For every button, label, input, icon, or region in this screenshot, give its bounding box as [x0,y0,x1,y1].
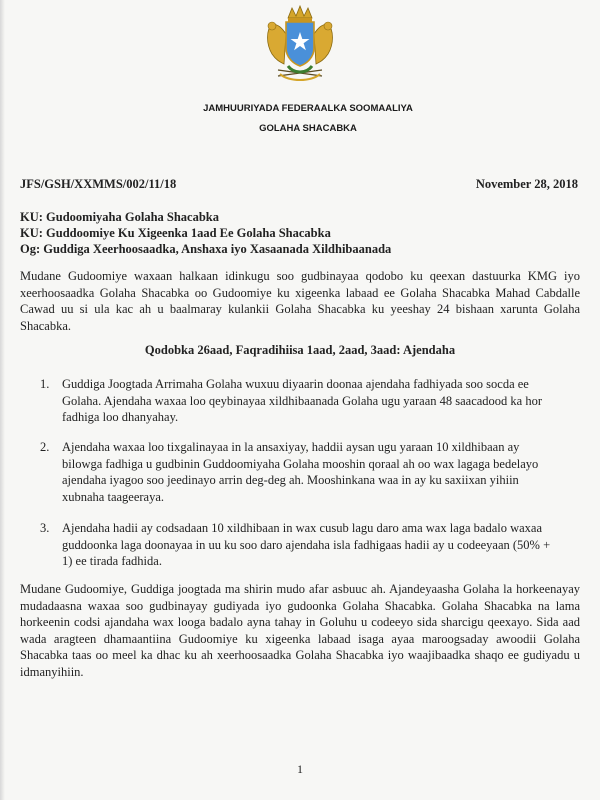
list-item-text: Guddiga Joogtada Arrimaha Golaha wuxuu diyaarin doonaa ajendaha fadhiyada soo socda ee Golaha. Ajendaha waxaa loo qeybinayaa xildhibaanada Golaha ugu yaraan 48 saacadood ka hor fadhiga loo dhanyahay. [62,377,543,424]
recipient-line: Og: Guddiga Xeerhoosaadka, Anshaxa iyo Xasaanada Xildhibaanada [20,242,392,256]
coat-of-arms-emblem [258,4,342,86]
list-item-text: Ajendaha hadii ay codsadaan 10 xildhibaan in wax cusub lagu daro ama wax laga badalo waxaa guddoonka laga doonayaa in uu ku soo daro ajendaha isla fadhigaas hadii ay u codeeyaan (50% + 1) ee tirada fadhida. [62,521,551,568]
list-item-text: Ajendaha waxaa loo tixgalinayaa in la ansaxiyay, haddii aysan ugu yaraan 10 xildhibaan ay bilowga fadhiga u gudbinin Guddoomiyaha Golaha mooshin qoraal ah oo wax lagaga bedelayo ajendaha iyagoo soo jeedinayo arrin deg-deg ah. Mooshinkana waa in ay ku saxiixan yihiin xubnaha taageeraya. [62,440,539,504]
reference-number: JFS/GSH/XXMMS/002/11/18 [20,177,177,191]
section-title: Qodobka 26aad, Faqradihiisa 1aad, 2aad, 3aad: Ajendaha [144,343,456,357]
header-country: JAMHUURIYADA FEDERAALKA SOOMAALIYA [203,103,413,114]
list-item-number: 1. [40,377,50,391]
page-edge-shadow [0,0,5,800]
recipient-line: KU: Gudoomiyaha Golaha Shacabka [20,210,220,224]
closing-paragraph: Mudane Gudoomiye, Guddiga joogtada ma shirin mudo afar asbuuc ah. Ajandeyaasha Golaha la horkeenayay mudadaasna waxaa soo gudbinayay gudiyada iyo gudoonka Golaha Shacabka. Golaha Shacabka na lama horkeenin codsi ajandaha wax looga badalo ayna tahay in Goluhu u codeeyo sida sharcigu qeexayo. Sida aad wada aragteen dhamaantiina Gudoomiye ku xigeenka labaad isaga ayaa maroogsaday awoodii Golaha Shacabka taas oo meel ka dhac ku ah xeerhoosaadka Golaha Shacabka iyo waajibaadka shaqo ee gudiyadu u idmanyihiin. [20,582,580,679]
recipient-line: KU: Guddoomiye Ku Xigeenka 1aad Ee Golaha Shacabka [20,226,331,240]
intro-paragraph: Mudane Gudoomiye waxaan halkaan idinkugu soo gudbinayaa qodobo ku qeexan dastuurka KMG iyo xeerhoosaadka Golaha Shacabka oo Gudoomiye ku xigeenka labaad ee Golaha Shacabka Mahad Cabdalle Cawad uu si ula kac ah u baalmaray kulankii Golaha Shacabka ku yeeshay 24 bishaan xarunta Golaha Shacabka. [20,269,580,333]
header-institution: GOLAHA SHACABKA [259,123,357,134]
page-number: 1 [297,762,303,776]
list-item-number: 2. [40,440,50,454]
letter-date: November 28, 2018 [475,177,578,191]
list-item-number: 3. [40,521,50,535]
